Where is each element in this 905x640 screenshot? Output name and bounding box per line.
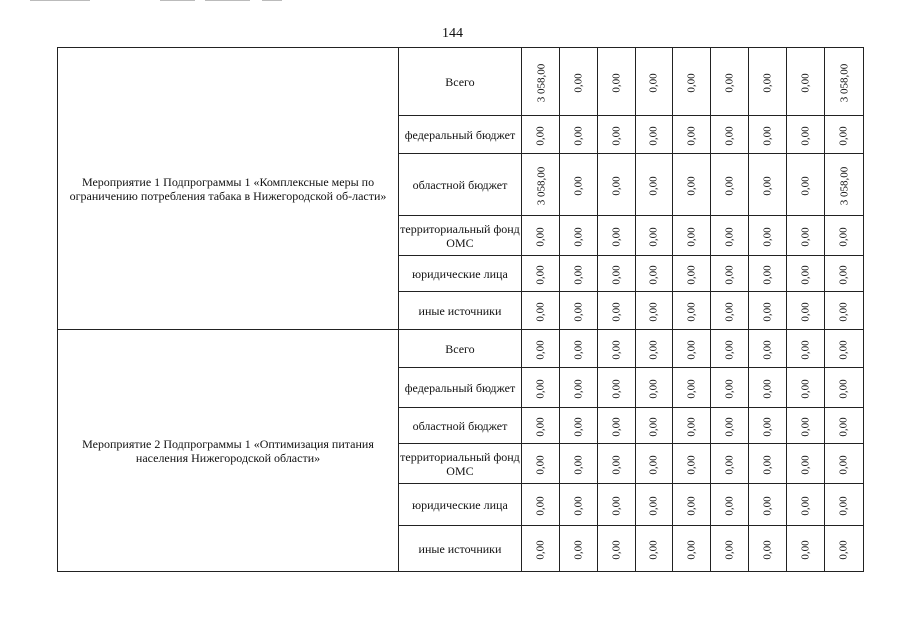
value-cell [749, 154, 787, 216]
table-row [58, 330, 864, 368]
value-cell [597, 444, 635, 484]
value-cell [787, 368, 825, 408]
value-text: 0,00 [648, 378, 661, 399]
funding-source: иные источники [399, 292, 522, 330]
value-text: 0,00 [685, 264, 698, 285]
value-text: 0,00 [838, 264, 851, 285]
value-cell [673, 48, 711, 116]
value-cell [521, 368, 559, 408]
value-cell [825, 368, 864, 408]
value-cell [825, 444, 864, 484]
value-text: 0,00 [648, 175, 661, 196]
value-cell [635, 408, 673, 444]
funding-source: областной бюджет [399, 154, 522, 216]
value-cell [559, 256, 597, 292]
value-text: 0,00 [799, 416, 812, 437]
value-cell [635, 330, 673, 368]
value-text: 0,00 [761, 454, 774, 475]
value-cell [787, 292, 825, 330]
value-cell [825, 408, 864, 444]
value-cell [711, 484, 749, 526]
value-text: 0,00 [685, 175, 698, 196]
value-text: 0,00 [534, 301, 547, 322]
value-text: 0,00 [610, 416, 623, 437]
value-cell [749, 408, 787, 444]
value-text: 0,00 [685, 539, 698, 560]
value-text: 0,00 [572, 72, 585, 93]
value-cell [559, 408, 597, 444]
value-text: 0,00 [685, 378, 698, 399]
value-cell [711, 154, 749, 216]
value-text: 0,00 [572, 454, 585, 475]
value-cell [787, 116, 825, 154]
value-text: 0,00 [723, 339, 736, 360]
value-text: 0,00 [534, 539, 547, 560]
value-text: 0,00 [838, 454, 851, 475]
value-text: 0,00 [534, 495, 547, 516]
value-text: 0,00 [761, 378, 774, 399]
value-text: 0,00 [610, 175, 623, 196]
value-cell [711, 48, 749, 116]
value-cell [521, 292, 559, 330]
value-cell [787, 444, 825, 484]
value-text: 0,00 [799, 264, 812, 285]
value-text: 0,00 [761, 416, 774, 437]
value-text: 0,00 [534, 226, 547, 247]
value-cell [597, 484, 635, 526]
value-cell [825, 526, 864, 572]
value-cell [597, 256, 635, 292]
value-cell [749, 48, 787, 116]
value-cell [597, 116, 635, 154]
value-cell [673, 330, 711, 368]
value-cell [673, 256, 711, 292]
value-text: 0,00 [534, 378, 547, 399]
value-text: 0,00 [723, 175, 736, 196]
value-cell [825, 154, 864, 216]
value-cell [559, 48, 597, 116]
value-text: 0,00 [685, 495, 698, 516]
value-cell [635, 48, 673, 116]
value-text: 0,00 [799, 495, 812, 516]
value-cell [825, 116, 864, 154]
value-cell [711, 368, 749, 408]
value-text: 3 058,00 [838, 166, 851, 205]
value-text: 0,00 [723, 226, 736, 247]
value-text: 0,00 [648, 301, 661, 322]
value-text: 0,00 [799, 72, 812, 93]
value-text: 0,00 [723, 416, 736, 437]
value-text: 0,00 [648, 125, 661, 146]
value-text: 0,00 [723, 378, 736, 399]
value-cell [521, 408, 559, 444]
value-text: 0,00 [648, 495, 661, 516]
value-cell [559, 330, 597, 368]
value-cell [635, 526, 673, 572]
value-cell [711, 292, 749, 330]
value-cell [825, 216, 864, 256]
value-text: 0,00 [761, 72, 774, 93]
funding-source: территориальный фонд ОМС [399, 216, 522, 256]
value-cell [711, 526, 749, 572]
value-text: 0,00 [761, 301, 774, 322]
value-cell [559, 116, 597, 154]
value-cell [521, 154, 559, 216]
value-text: 0,00 [838, 495, 851, 516]
value-text: 0,00 [799, 339, 812, 360]
value-text: 0,00 [838, 125, 851, 146]
value-text: 0,00 [685, 301, 698, 322]
value-text: 0,00 [723, 125, 736, 146]
value-cell [673, 484, 711, 526]
page-number: 144 [442, 26, 463, 41]
value-cell [787, 216, 825, 256]
funding-source: территориальный фонд ОМС [399, 444, 522, 484]
value-cell [597, 330, 635, 368]
value-cell [749, 444, 787, 484]
value-text: 0,00 [685, 125, 698, 146]
value-cell [635, 484, 673, 526]
value-cell [749, 330, 787, 368]
value-cell [787, 154, 825, 216]
value-text: 0,00 [723, 495, 736, 516]
value-cell [673, 216, 711, 256]
value-text: 0,00 [572, 175, 585, 196]
value-text: 0,00 [685, 339, 698, 360]
value-text: 0,00 [685, 416, 698, 437]
value-text: 0,00 [648, 454, 661, 475]
value-cell [787, 48, 825, 116]
funding-source: Всего [399, 330, 522, 368]
value-text: 0,00 [534, 339, 547, 360]
value-text: 0,00 [685, 72, 698, 93]
value-cell [711, 444, 749, 484]
value-text: 0,00 [799, 175, 812, 196]
value-text: 0,00 [761, 264, 774, 285]
value-cell [711, 408, 749, 444]
value-cell [711, 330, 749, 368]
value-cell [711, 256, 749, 292]
value-cell [635, 216, 673, 256]
value-cell [597, 292, 635, 330]
value-cell [673, 408, 711, 444]
value-text: 0,00 [572, 301, 585, 322]
value-text: 0,00 [572, 264, 585, 285]
value-text: 0,00 [799, 301, 812, 322]
value-cell [673, 526, 711, 572]
value-cell [597, 408, 635, 444]
value-text: 0,00 [838, 416, 851, 437]
value-cell [597, 48, 635, 116]
value-cell [597, 368, 635, 408]
value-cell [521, 48, 559, 116]
value-cell [673, 292, 711, 330]
value-text: 0,00 [610, 72, 623, 93]
funding-table [57, 47, 864, 572]
value-text: 0,00 [610, 125, 623, 146]
funding-source: федеральный бюджет [399, 368, 522, 408]
value-cell [711, 116, 749, 154]
value-text: 0,00 [648, 72, 661, 93]
value-cell [825, 292, 864, 330]
value-text: 0,00 [761, 175, 774, 196]
value-text: 0,00 [572, 416, 585, 437]
value-cell [749, 368, 787, 408]
value-text: 0,00 [799, 378, 812, 399]
funding-source: юридические лица [399, 256, 522, 292]
value-cell [521, 484, 559, 526]
value-text: 3 058,00 [535, 166, 548, 205]
value-text: 0,00 [534, 454, 547, 475]
value-text: 0,00 [799, 125, 812, 146]
value-cell [559, 484, 597, 526]
value-cell [597, 216, 635, 256]
value-cell [825, 256, 864, 292]
funding-source: иные источники [399, 526, 522, 572]
value-text: 0,00 [648, 226, 661, 247]
value-text: 0,00 [572, 539, 585, 560]
value-text: 0,00 [799, 539, 812, 560]
value-cell [521, 256, 559, 292]
value-text: 0,00 [610, 339, 623, 360]
value-text: 0,00 [572, 339, 585, 360]
value-cell [635, 256, 673, 292]
value-text: 0,00 [610, 454, 623, 475]
value-text: 0,00 [648, 539, 661, 560]
value-cell [521, 444, 559, 484]
value-text: 0,00 [761, 125, 774, 146]
value-text: 0,00 [723, 72, 736, 93]
value-text: 0,00 [572, 378, 585, 399]
value-cell [749, 216, 787, 256]
value-text: 0,00 [572, 495, 585, 516]
value-text: 0,00 [610, 495, 623, 516]
value-text: 0,00 [572, 226, 585, 247]
value-cell [559, 216, 597, 256]
value-text: 0,00 [572, 125, 585, 146]
value-text: 0,00 [685, 226, 698, 247]
value-cell [749, 256, 787, 292]
value-cell [635, 444, 673, 484]
value-text: 0,00 [610, 378, 623, 399]
value-text: 0,00 [723, 264, 736, 285]
value-text: 0,00 [610, 264, 623, 285]
value-cell [521, 526, 559, 572]
value-cell [559, 292, 597, 330]
value-text: 0,00 [648, 339, 661, 360]
value-cell [749, 484, 787, 526]
value-cell [787, 408, 825, 444]
value-text: 0,00 [648, 264, 661, 285]
value-cell [635, 116, 673, 154]
scan-marks [0, 0, 905, 4]
value-cell [635, 368, 673, 408]
value-text: 0,00 [838, 339, 851, 360]
value-cell [673, 154, 711, 216]
value-text: 0,00 [838, 301, 851, 322]
value-cell [559, 526, 597, 572]
value-cell [787, 330, 825, 368]
value-text: 0,00 [838, 226, 851, 247]
value-cell [825, 48, 864, 116]
funding-source: областной бюджет [399, 408, 522, 444]
value-text: 0,00 [799, 226, 812, 247]
value-text: 0,00 [761, 226, 774, 247]
value-text: 0,00 [799, 454, 812, 475]
funding-source: юридические лица [399, 484, 522, 526]
value-cell [749, 292, 787, 330]
value-cell [749, 116, 787, 154]
value-text: 0,00 [761, 539, 774, 560]
value-cell [749, 526, 787, 572]
value-cell [635, 292, 673, 330]
value-text: 0,00 [761, 339, 774, 360]
value-text: 0,00 [761, 495, 774, 516]
funding-table-body [58, 48, 864, 572]
value-text: 0,00 [610, 226, 623, 247]
value-text: 0,00 [723, 454, 736, 475]
value-cell [673, 368, 711, 408]
value-cell [711, 216, 749, 256]
value-text: 0,00 [838, 539, 851, 560]
value-cell [521, 330, 559, 368]
value-text: 0,00 [610, 539, 623, 560]
value-cell [635, 154, 673, 216]
value-cell [825, 484, 864, 526]
value-text: 0,00 [534, 264, 547, 285]
value-cell [597, 154, 635, 216]
value-cell [825, 330, 864, 368]
value-text: 0,00 [648, 416, 661, 437]
funding-source: федеральный бюджет [399, 116, 522, 154]
value-cell [787, 526, 825, 572]
value-text: 0,00 [534, 416, 547, 437]
value-text: 0,00 [534, 125, 547, 146]
value-text: 0,00 [685, 454, 698, 475]
value-cell [521, 216, 559, 256]
measure-name: Мероприятие 1 Подпрограммы 1 «Комплексные меры по ограничению потребления табака в Нижегородской об-ласти» [58, 48, 399, 330]
value-text: 0,00 [838, 378, 851, 399]
value-text: 0,00 [610, 301, 623, 322]
value-cell [673, 116, 711, 154]
value-cell [673, 444, 711, 484]
value-cell [559, 154, 597, 216]
value-cell [787, 256, 825, 292]
value-text: 0,00 [723, 301, 736, 322]
value-text: 0,00 [723, 539, 736, 560]
value-cell [559, 368, 597, 408]
funding-source: Всего [399, 48, 522, 116]
value-cell [597, 526, 635, 572]
value-text: 3 058,00 [838, 63, 851, 102]
measure-name: Мероприятие 2 Подпрограммы 1 «Оптимизация питания населения Нижегородской области» [58, 330, 399, 572]
table-row [58, 48, 864, 116]
value-cell [787, 484, 825, 526]
value-text: 3 058,00 [535, 63, 548, 102]
value-cell [559, 444, 597, 484]
value-cell [521, 116, 559, 154]
